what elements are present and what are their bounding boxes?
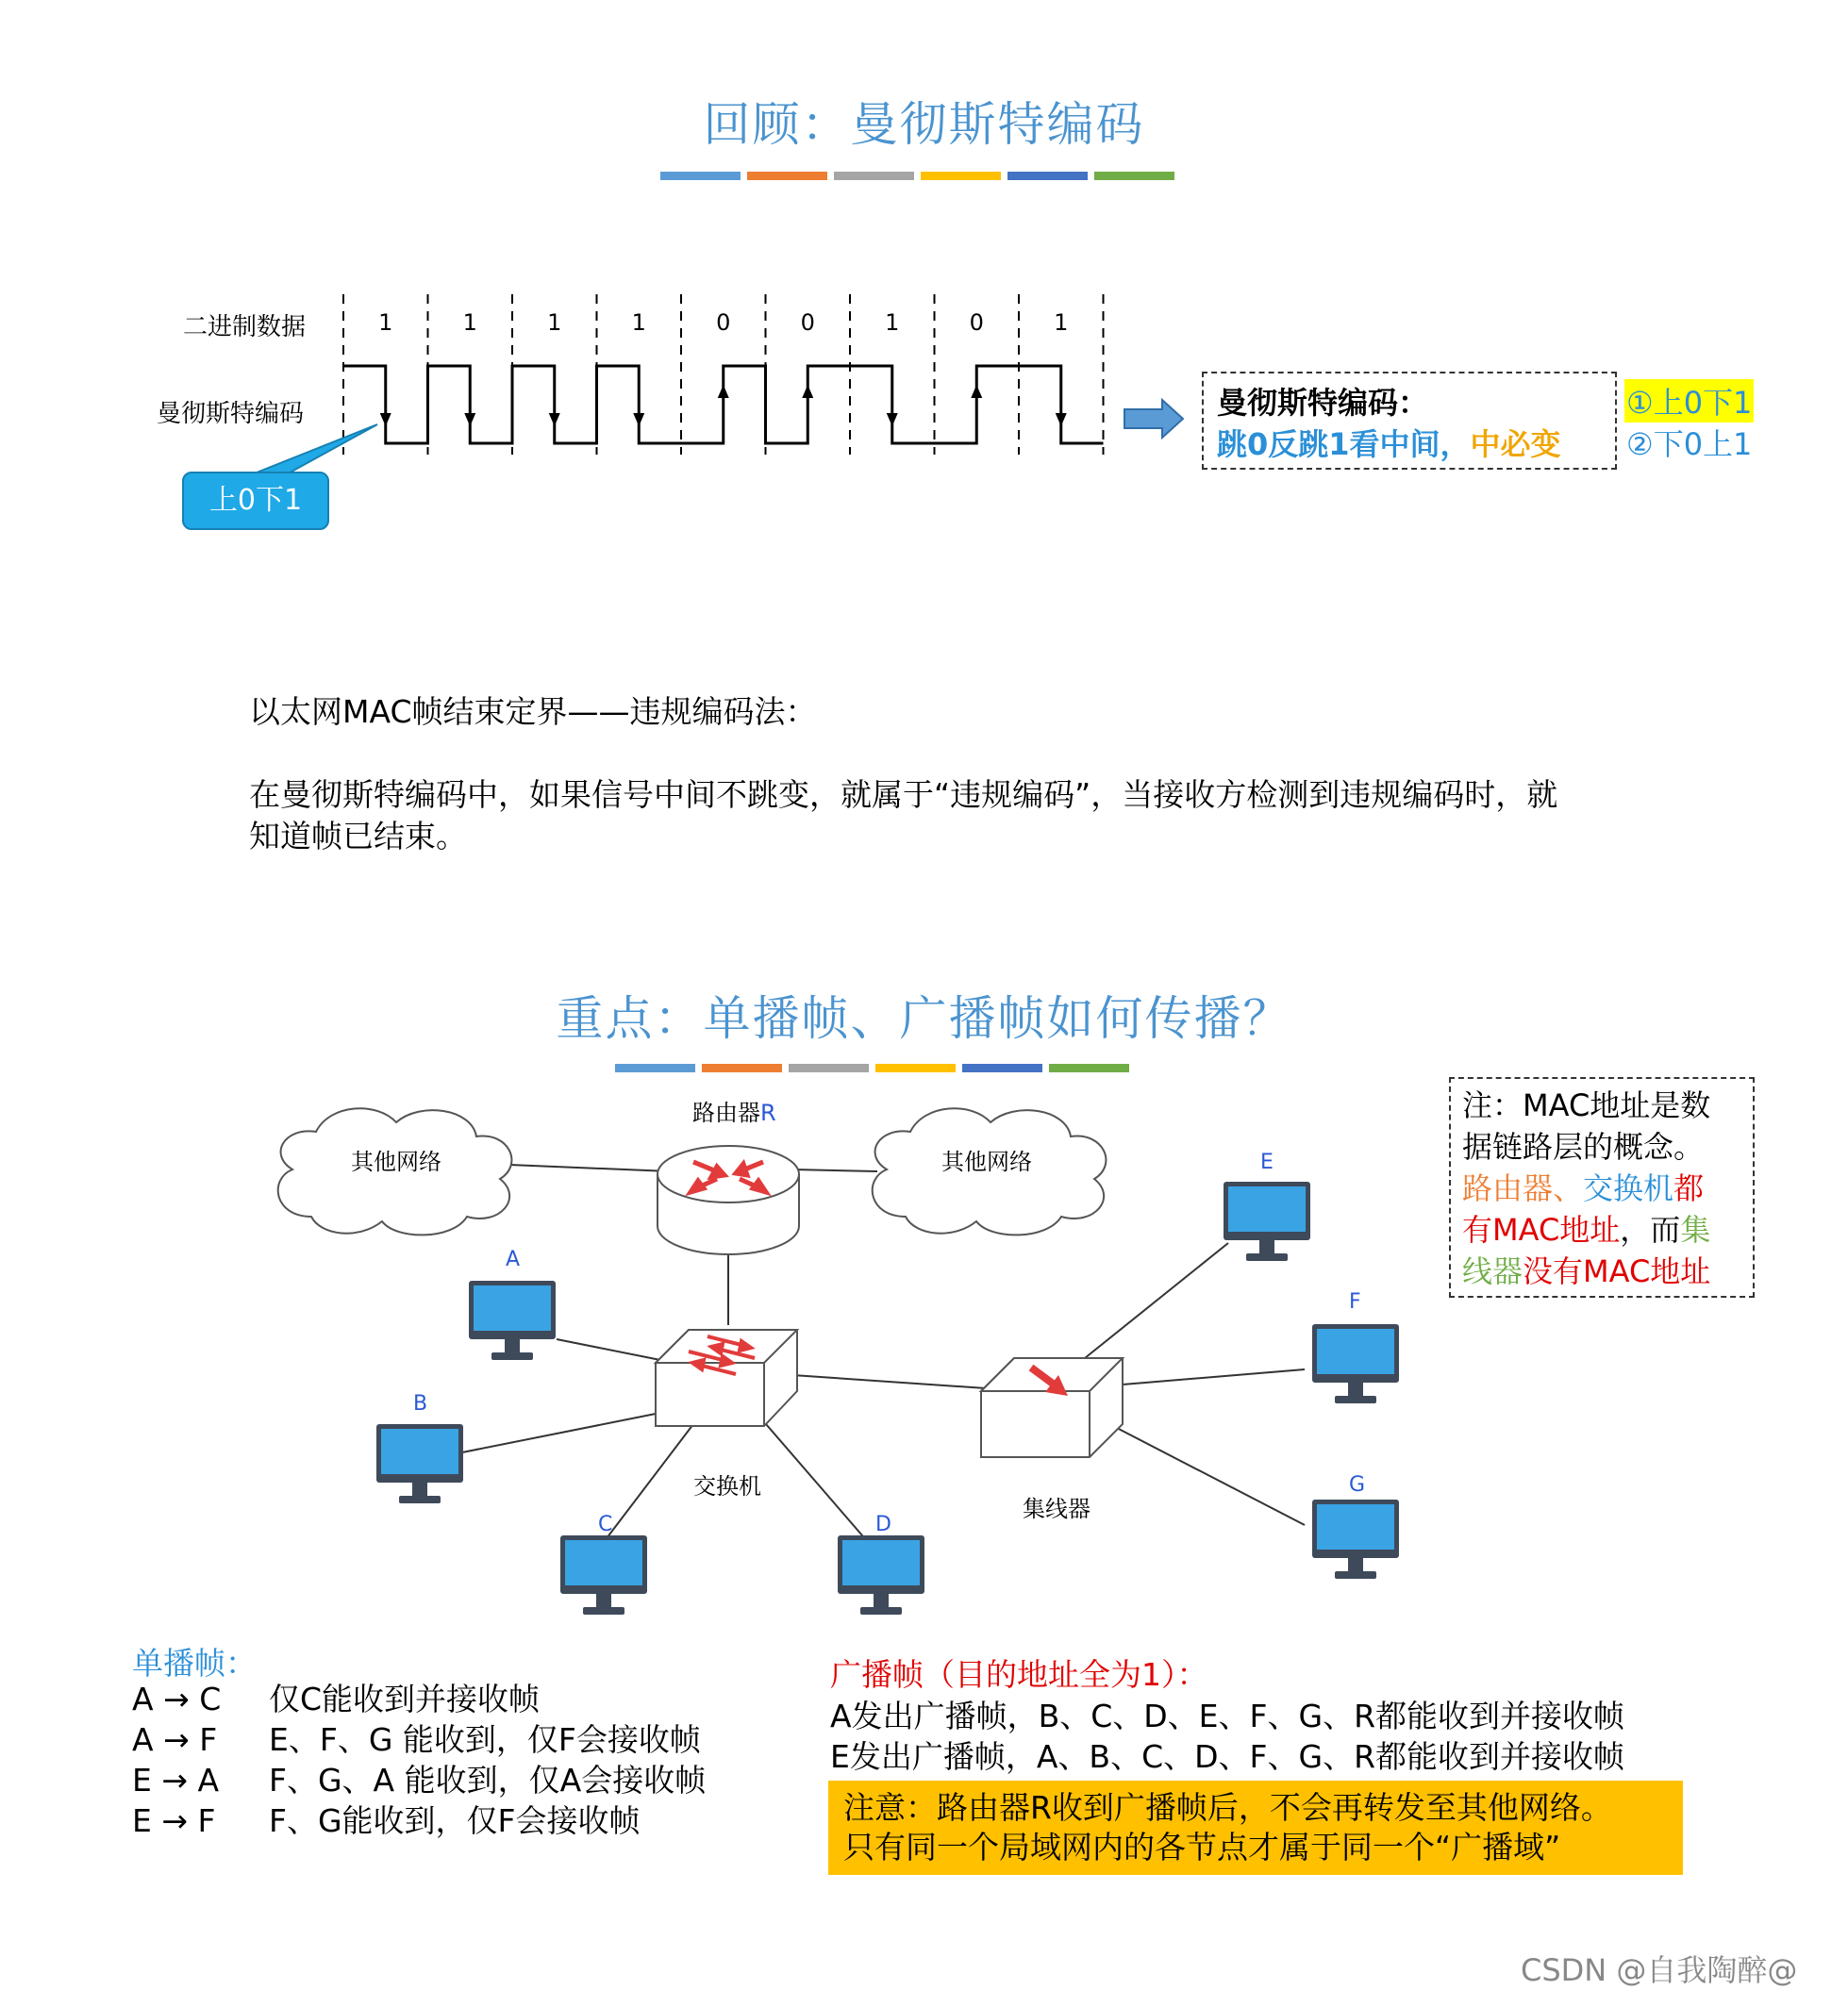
arrow-down-icon bbox=[549, 413, 560, 426]
broadcast-line2: E发出广播帧，A、B、C、D、F、G、R都能收到并接收帧 bbox=[830, 1738, 1624, 1775]
note-while: ，而 bbox=[1620, 1212, 1681, 1248]
row-label-binary: 二进制数据 bbox=[183, 313, 307, 341]
bit-labels bbox=[378, 309, 1068, 336]
note-router: 路由器 bbox=[1462, 1170, 1554, 1206]
unicast-pair: E → A bbox=[132, 1762, 220, 1799]
arrow-down-icon bbox=[464, 413, 475, 426]
note-line1: 注：MAC地址是数 bbox=[1462, 1087, 1711, 1123]
bit-label: 1 bbox=[631, 309, 646, 336]
pc-label-b: B bbox=[413, 1392, 428, 1416]
colorbar-seg bbox=[875, 1064, 956, 1072]
pc-label-d: D bbox=[875, 1513, 891, 1536]
bit-label: 0 bbox=[800, 309, 815, 336]
manchester-rule-box bbox=[1202, 372, 1617, 470]
unicast-desc: E、F、G 能收到，仅F会接收帧 bbox=[269, 1721, 701, 1758]
bit-label: 1 bbox=[547, 309, 562, 336]
broadcast-heading bbox=[830, 1650, 1208, 1695]
pc-icon-e bbox=[1224, 1182, 1310, 1261]
bit-label: 1 bbox=[1054, 309, 1069, 336]
bit-label: 0 bbox=[969, 309, 984, 336]
row-label-manchester: 曼彻斯特编码 bbox=[157, 400, 305, 428]
hub-label: 集线器 bbox=[1023, 1496, 1090, 1522]
note-line4 bbox=[1462, 1209, 1710, 1251]
unicast-desc: F、G、A 能收到，仅A会接收帧 bbox=[269, 1762, 707, 1799]
colorbar-seg bbox=[702, 1064, 782, 1072]
manchester-signal bbox=[343, 366, 1104, 443]
colorbar-seg bbox=[615, 1064, 695, 1072]
note-hub-b: 线器 bbox=[1462, 1253, 1523, 1289]
note-hub-a: 集 bbox=[1680, 1212, 1711, 1248]
colorbar-seg bbox=[962, 1064, 1042, 1072]
arrow-down-icon bbox=[1056, 413, 1067, 426]
unicast-row bbox=[132, 1801, 641, 1841]
pc-icon-a bbox=[469, 1281, 556, 1360]
bit-label: 1 bbox=[885, 309, 900, 336]
note-has-mac: 有MAC地址 bbox=[1462, 1212, 1621, 1248]
hub-icon bbox=[981, 1358, 1123, 1457]
arrow-down-icon bbox=[887, 413, 898, 426]
note-line3 bbox=[1462, 1168, 1710, 1209]
note-has: 都 bbox=[1673, 1170, 1705, 1206]
csdn-watermark: CSDN @自我陶醉@ bbox=[1521, 1952, 1798, 1988]
mac-note-box bbox=[1449, 1077, 1755, 1298]
unicast-desc: 仅C能收到并接收帧 bbox=[269, 1681, 541, 1717]
note-line5 bbox=[1462, 1251, 1710, 1292]
router-label-text: 路由器 bbox=[692, 1100, 760, 1126]
colorbar-seg bbox=[1049, 1064, 1129, 1072]
option-2: ②下0上1 bbox=[1626, 426, 1753, 462]
note-sep: 、 bbox=[1553, 1170, 1584, 1206]
router-icon bbox=[658, 1146, 799, 1254]
bit-label: 1 bbox=[378, 309, 393, 336]
arrow-up-icon bbox=[971, 385, 982, 398]
network-links bbox=[462, 1165, 1305, 1542]
pc-icon-f bbox=[1312, 1324, 1399, 1403]
note-line2: 据链路层的概念。 bbox=[1462, 1129, 1705, 1165]
broadcast-title: 重点：单播帧、广播帧如何传播？ bbox=[556, 991, 1292, 1046]
pc-label-c: C bbox=[598, 1513, 613, 1536]
unicast-pair: E → F bbox=[132, 1802, 216, 1839]
note-no-mac: 没有MAC地址 bbox=[1523, 1253, 1711, 1289]
title-colorbar-2 bbox=[615, 1064, 1129, 1072]
pc-label-a: A bbox=[506, 1248, 521, 1271]
router-label bbox=[692, 1094, 776, 1127]
rule-line2-blue: 跳0反跳1看中间， bbox=[1217, 426, 1471, 462]
cloud-right-label: 其他网络 bbox=[941, 1149, 1032, 1175]
pc-label-f: F bbox=[1349, 1290, 1361, 1314]
arrow-down-icon bbox=[633, 413, 644, 426]
switch-label: 交换机 bbox=[693, 1473, 761, 1500]
colorbar-seg bbox=[789, 1064, 869, 1072]
unicast-row bbox=[132, 1720, 701, 1760]
unicast-title: 单播帧： bbox=[132, 1645, 257, 1682]
pc-label-e: E bbox=[1260, 1151, 1274, 1174]
violation-heading: 以太网MAC帧结束定界——违规编码法： bbox=[249, 693, 817, 730]
pc-icon-b bbox=[376, 1424, 463, 1503]
unicast-desc: F、G能收到，仅F会接收帧 bbox=[269, 1802, 641, 1839]
broadcast-title-text: 广播帧（目的地址全为1）： bbox=[830, 1656, 1208, 1693]
manchester-title: 回顾：曼彻斯特编码 bbox=[703, 97, 1145, 152]
option-1: ①上0下1 bbox=[1624, 379, 1754, 423]
pc-icon-d bbox=[838, 1535, 924, 1615]
pc-icon-g bbox=[1312, 1500, 1399, 1579]
unicast-pair: A → F bbox=[132, 1721, 218, 1758]
router-label-r: R bbox=[760, 1100, 776, 1126]
arrow-down-icon bbox=[380, 413, 391, 426]
attention-line2: 只有同一个局域网内的各节点才属于同一个“广播域” bbox=[843, 1829, 1561, 1866]
pc-group bbox=[376, 1182, 1399, 1615]
rule-line2-orange: 中必变 bbox=[1470, 426, 1561, 462]
pc-icon-c bbox=[560, 1535, 647, 1615]
cloud-left-label: 其他网络 bbox=[351, 1149, 441, 1175]
arrow-up-icon bbox=[802, 385, 813, 398]
rule-line1: 曼彻斯特编码： bbox=[1217, 385, 1429, 421]
callout-bubble bbox=[182, 472, 329, 530]
unicast-pair: A → C bbox=[132, 1681, 222, 1717]
attention-box bbox=[828, 1781, 1683, 1875]
broadcast-line1: A发出广播帧，B、C、D、E、F、G、R都能收到并接收帧 bbox=[830, 1698, 1624, 1734]
violation-paragraph: 在曼彻斯特编码中，如果信号中间不跳变，就属于“违规编码”，当接收方检测到违规编码时，就知道帧已结束。 bbox=[249, 776, 1558, 854]
attention-line1: 注意：路由器R收到广播帧后，不会再转发至其他网络。 bbox=[843, 1789, 1612, 1826]
switch-icon bbox=[656, 1330, 797, 1426]
unicast-row bbox=[132, 1761, 706, 1800]
unicast-row bbox=[132, 1680, 540, 1719]
bit-label: 1 bbox=[462, 309, 477, 336]
pc-label-g: G bbox=[1349, 1473, 1366, 1497]
arrow-up-icon bbox=[718, 385, 729, 398]
callout-text: 上0下1 bbox=[208, 484, 303, 517]
right-arrow-icon bbox=[1124, 400, 1183, 438]
callout-pointer bbox=[247, 424, 377, 476]
bit-label: 0 bbox=[716, 309, 731, 336]
note-switch: 交换机 bbox=[1583, 1170, 1674, 1206]
rule-line2 bbox=[1217, 421, 1561, 464]
